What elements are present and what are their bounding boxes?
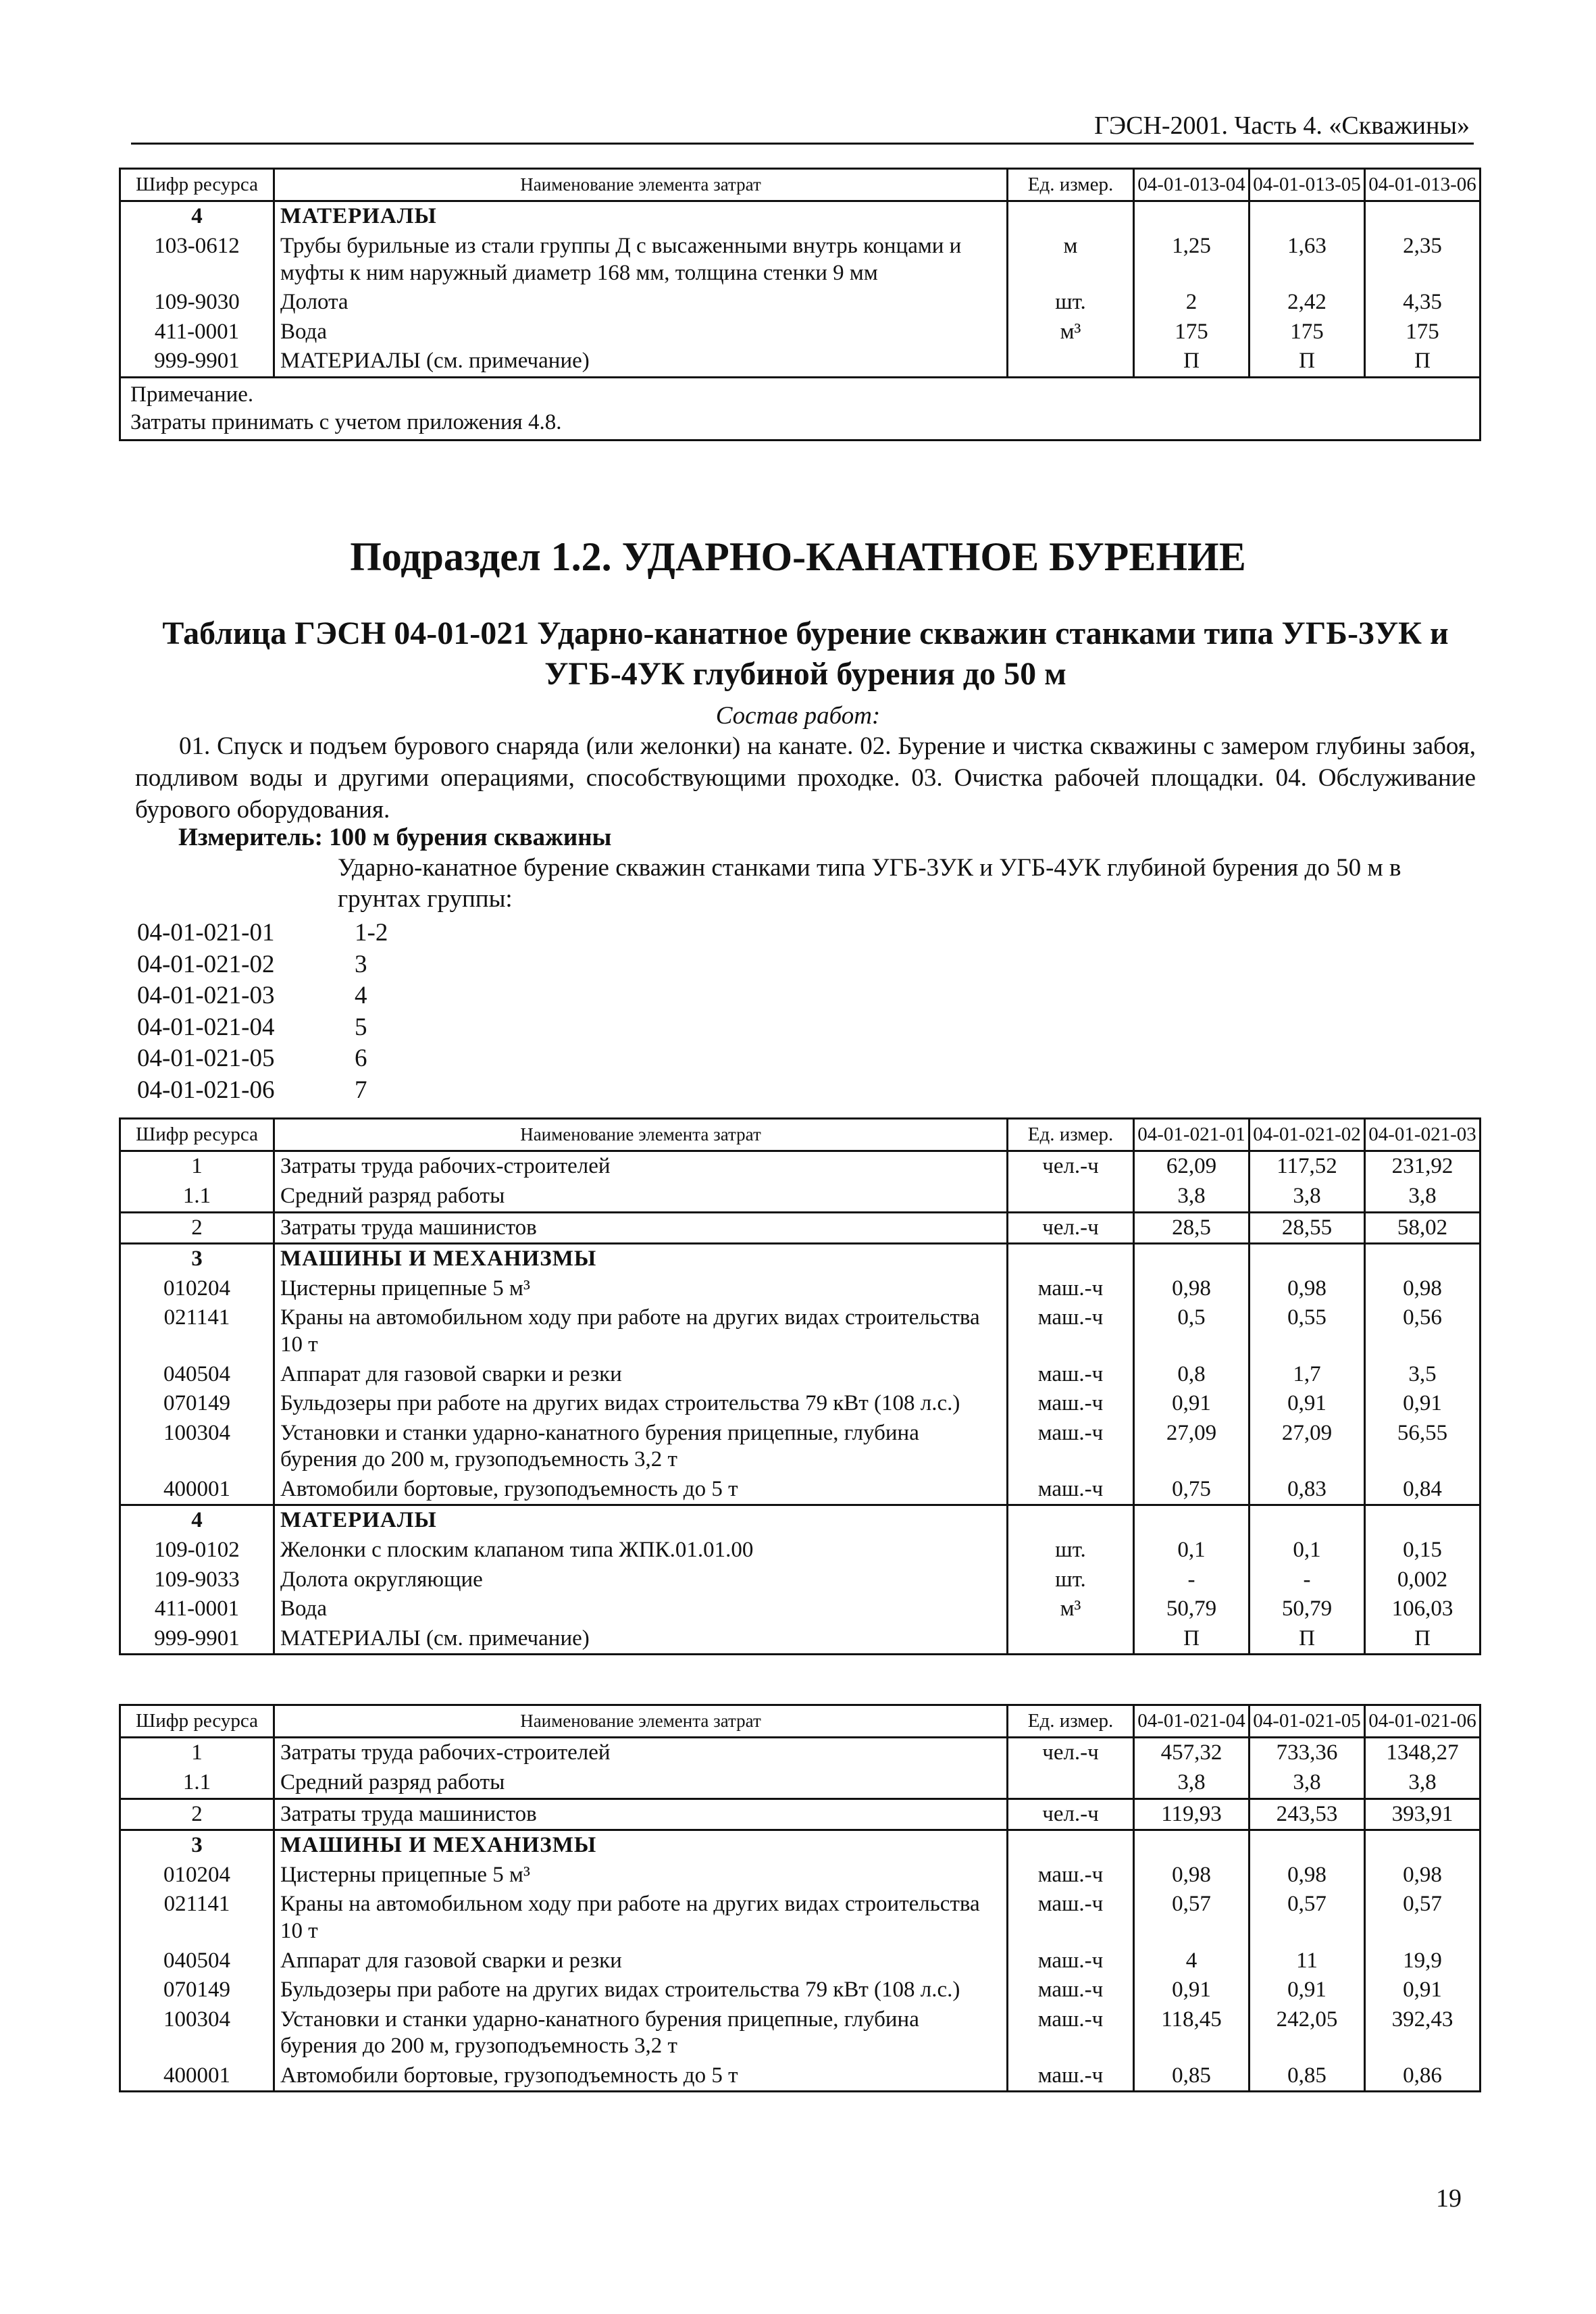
unit-cell: маш.-ч [1008,1475,1134,1505]
resource-name-cell: Затраты труда машинистов [274,1212,1008,1244]
variant-item [137,1043,388,1075]
table-row [120,1389,1481,1419]
table-row [120,318,1481,347]
resource-code-cell: 3 [120,1830,274,1861]
note-row [120,377,1481,441]
value-cell: 0,84 [1365,1475,1481,1505]
resource-code-cell: 100304 [120,1419,274,1475]
value-cell: 242,05 [1250,2005,1365,2061]
value-cell: 2,42 [1250,288,1365,318]
resource-code-cell: 070149 [120,1976,274,2005]
value-cell: 0,57 [1134,1890,1250,1946]
value-cell: 27,09 [1134,1419,1250,1475]
unit-cell: маш.-ч [1008,1976,1134,2005]
variant-item [137,917,388,949]
resource-name-cell: Установки и станки ударно-канатного бурения прицепные, глубина бурения до 200 м, грузоподъемность 3,2 т [274,1419,1008,1475]
value-cell: 0,98 [1134,1274,1250,1304]
section-row [120,1830,1481,1861]
value-cell: 1,63 [1250,232,1365,288]
materials-table-013 [119,168,1481,441]
value-cell [1365,1244,1481,1274]
value-cell: 0,91 [1134,1976,1250,2005]
resource-name-cell: Долота [274,288,1008,318]
unit-cell: маш.-ч [1008,1890,1134,1946]
header-code: Шифр ресурса [120,1119,274,1151]
resource-name-cell: Вода [274,318,1008,347]
table-row [120,1594,1481,1624]
value-cell: 56,55 [1365,1419,1481,1475]
value-cell: 393,91 [1365,1799,1481,1830]
value-cell: 11 [1250,1946,1365,1976]
header-code-1: 04-01-021-04 [1134,1705,1250,1738]
value-cell: 19,9 [1365,1946,1481,1976]
table-row [120,1303,1481,1359]
unit-cell: шт. [1008,1565,1134,1595]
table-row [120,1946,1481,1976]
variant-code: 04-01-021-03 [137,982,275,1009]
resource-code-cell: 400001 [120,2061,274,2092]
value-cell: П [1365,347,1481,377]
header-code-3: 04-01-021-06 [1365,1705,1481,1738]
value-cell: 119,93 [1134,1799,1250,1830]
unit-cell: маш.-ч [1008,1419,1134,1475]
table-row [120,1274,1481,1304]
resource-name-cell: Установки и станки ударно-канатного бурения прицепные, глубина бурения до 200 м, грузоподъемность 3,2 т [274,2005,1008,2061]
value-cell: 28,55 [1250,1212,1365,1244]
variant-group: 5 [355,1013,367,1041]
resource-name-cell: Автомобили бортовые, грузоподъемность до 5 т [274,2061,1008,2092]
variant-group: 3 [355,950,367,978]
value-cell: 3,8 [1250,1182,1365,1212]
unit-cell: шт. [1008,1536,1134,1565]
section-row [120,1505,1481,1536]
value-cell: 231,92 [1365,1151,1481,1182]
value-cell: 0,98 [1250,1861,1365,1890]
unit-cell: шт. [1008,288,1134,318]
unit-cell [1008,1182,1134,1212]
table-body [120,201,1481,378]
value-cell: 392,43 [1365,2005,1481,2061]
table-header-row [120,1705,1481,1738]
variant-item [137,1012,388,1044]
value-cell: 0,57 [1365,1890,1481,1946]
section-row [120,1244,1481,1274]
resource-code-cell: 109-0102 [120,1536,274,1565]
value-cell: 0,98 [1365,1861,1481,1890]
value-cell [1365,1505,1481,1536]
value-cell: П [1365,1624,1481,1655]
resource-name-cell: Краны на автомобильном ходу при работе на других видах строительства 10 т [274,1303,1008,1359]
resource-name-cell: Вода [274,1594,1008,1624]
resource-name-cell: Затраты труда машинистов [274,1799,1008,1830]
table-header-row [120,169,1481,201]
value-cell: 3,8 [1250,1768,1365,1799]
value-cell: 0,8 [1134,1360,1250,1390]
value-cell: 2,35 [1365,232,1481,288]
resource-name-cell: Цистерны прицепные 5 м³ [274,1861,1008,1890]
value-cell: 50,79 [1134,1594,1250,1624]
unit-cell: маш.-ч [1008,1303,1134,1359]
value-cell: 0,91 [1365,1389,1481,1419]
composition-text: 01. Спуск и подъем бурового снаряда (или желонки) на канате. 02. Бурение и чистка скважины с замером глубины забоя, подливом воды и другими операциями, способствующими проходке. 03. Очистка рабочей площадки. 04. Обслуживание бурового оборудования. [135,732,1476,824]
resource-name-cell: МАШИНЫ И МЕХАНИЗМЫ [274,1830,1008,1861]
resource-code-cell: 3 [120,1244,274,1274]
resource-name-cell: Средний разряд работы [274,1768,1008,1799]
resource-code-cell: 2 [120,1799,274,1830]
header-unit: Ед. измер. [1008,169,1134,201]
value-cell: 4 [1134,1946,1250,1976]
unit-cell [1008,1768,1134,1799]
note-title: Примечание. [130,382,254,407]
value-cell [1365,1830,1481,1861]
variant-group: 6 [355,1045,367,1072]
value-cell: 175 [1250,318,1365,347]
header-code-3: 04-01-021-03 [1365,1119,1481,1151]
header-unit: Ед. измер. [1008,1705,1134,1738]
resource-name-cell: Цистерны прицепные 5 м³ [274,1274,1008,1304]
table-body [120,1738,1481,2092]
value-cell: 0,1 [1134,1536,1250,1565]
resource-name-cell: МАШИНЫ И МЕХАНИЗМЫ [274,1244,1008,1274]
value-cell: 175 [1365,318,1481,347]
unit-cell: маш.-ч [1008,2061,1134,2092]
note-cell [120,377,1481,441]
variant-group: 4 [355,982,367,1009]
value-cell: П [1250,1624,1365,1655]
resource-code-cell: 010204 [120,1274,274,1304]
resource-name-cell: Краны на автомобильном ходу при работе на других видах строительства 10 т [274,1890,1008,1946]
table-row [120,1976,1481,2005]
value-cell: 457,32 [1134,1738,1250,1768]
value-cell: 0,98 [1134,1861,1250,1890]
resource-name-cell: Средний разряд работы [274,1182,1008,1212]
unit-cell [1008,201,1134,232]
resource-name-cell: Аппарат для газовой сварки и резки [274,1360,1008,1390]
value-cell: 0,91 [1365,1976,1481,2005]
variant-description: Ударно-канатное бурение скважин станками типа УГБ-3УК и УГБ-4УК глубиной бурения до 50 м в грунтах группы: [338,854,1401,913]
resource-code-cell: 400001 [120,1475,274,1505]
header-code: Шифр ресурса [120,1705,274,1738]
value-cell: П [1134,347,1250,377]
value-cell: 50,79 [1250,1594,1365,1624]
resource-code-cell: 999-9901 [120,1624,274,1655]
header-name: Наименование элемента затрат [274,1119,1008,1151]
resource-name-cell: МАТЕРИАЛЫ [274,201,1008,232]
resource-code-cell: 4 [120,201,274,232]
header-name: Наименование элемента затрат [274,1705,1008,1738]
value-cell: 3,8 [1365,1768,1481,1799]
table-body [120,1151,1481,1655]
unit-cell: чел.-ч [1008,1151,1134,1182]
resource-code-cell: 2 [120,1212,274,1244]
value-cell [1134,1244,1250,1274]
table-row [120,1182,1481,1212]
meter: Измеритель: 100 м бурения скважины [178,824,612,851]
table-row [120,1212,1481,1244]
unit-cell: маш.-ч [1008,1946,1134,1976]
value-cell: 0,1 [1250,1536,1365,1565]
variant-item [137,980,388,1012]
value-cell: 175 [1134,318,1250,347]
value-cell: 0,002 [1365,1565,1481,1595]
resource-name-cell: Аппарат для газовой сварки и резки [274,1946,1008,1976]
value-cell: 3,8 [1365,1182,1481,1212]
unit-cell: м³ [1008,318,1134,347]
value-cell: - [1250,1565,1365,1595]
resource-name-cell: Затраты труда рабочих-строителей [274,1151,1008,1182]
resource-name-cell: Затраты труда рабочих-строителей [274,1738,1008,1768]
header-name: Наименование элемента затрат [274,169,1008,201]
unit-cell: чел.-ч [1008,1738,1134,1768]
value-cell: 0,86 [1365,2061,1481,2092]
variant-item [137,949,388,981]
table-row [120,1890,1481,1946]
value-cell [1134,1505,1250,1536]
variant-code: 04-01-021-06 [137,1076,275,1104]
value-cell: 0,85 [1250,2061,1365,2092]
resource-code-cell: 999-9901 [120,347,274,377]
header-code-2: 04-01-021-05 [1250,1705,1365,1738]
value-cell: 1,7 [1250,1360,1365,1390]
header-code: Шифр ресурса [120,169,274,201]
unit-cell: маш.-ч [1008,1360,1134,1390]
resources-table-021-01-03 [119,1117,1481,1655]
header-code-1: 04-01-021-01 [1134,1119,1250,1151]
resource-code-cell: 411-0001 [120,318,274,347]
resource-name-cell: Бульдозеры при работе на других видах строительства 79 кВт (108 л.с.) [274,1389,1008,1419]
value-cell: 0,85 [1134,2061,1250,2092]
unit-cell: м [1008,232,1134,288]
header-code-2: 04-01-013-05 [1250,169,1365,201]
value-cell: 0,15 [1365,1536,1481,1565]
header-code-3: 04-01-013-06 [1365,169,1481,201]
resource-name-cell: Трубы бурильные из стали группы Д с высаженными внутрь концами и муфты к ним наружный диаметр 168 мм, толщина стенки 9 мм [274,232,1008,288]
value-cell: 0,75 [1134,1475,1250,1505]
resource-code-cell: 109-9033 [120,1565,274,1595]
unit-cell: чел.-ч [1008,1212,1134,1244]
unit-cell: маш.-ч [1008,2005,1134,2061]
resource-code-cell: 4 [120,1505,274,1536]
value-cell: 27,09 [1250,1419,1365,1475]
table-row [120,232,1481,288]
unit-cell [1008,1624,1134,1655]
resource-code-cell: 411-0001 [120,1594,274,1624]
value-cell: 62,09 [1134,1151,1250,1182]
value-cell: 106,03 [1365,1594,1481,1624]
value-cell: 0,83 [1250,1475,1365,1505]
resource-code-cell: 010204 [120,1861,274,1890]
table-row [120,1475,1481,1505]
variant-group: 7 [355,1076,367,1104]
table-header-row [120,1119,1481,1151]
table-row [120,1419,1481,1475]
resource-name-cell: Бульдозеры при работе на других видах строительства 79 кВт (108 л.с.) [274,1976,1008,2005]
resource-name-cell: Желонки с плоским клапаном типа ЖПК.01.01.00 [274,1536,1008,1565]
unit-cell [1008,1244,1134,1274]
composition-label: Состав работ: [715,702,881,730]
resource-code-cell: 040504 [120,1360,274,1390]
table-row [120,2061,1481,2092]
value-cell: 0,5 [1134,1303,1250,1359]
resource-name-cell: МАТЕРИАЛЫ [274,1505,1008,1536]
note-text: Затраты принимать с учетом приложения 4.8. [130,410,562,435]
value-cell: 1,25 [1134,232,1250,288]
value-cell [1250,1505,1365,1536]
value-cell: 243,53 [1250,1799,1365,1830]
value-cell [1134,201,1250,232]
header-code-2: 04-01-021-02 [1250,1119,1365,1151]
value-cell: 28,5 [1134,1212,1250,1244]
value-cell: 3,8 [1134,1182,1250,1212]
value-cell: 0,91 [1134,1389,1250,1419]
variant-code: 04-01-021-01 [137,919,275,947]
unit-cell [1008,1505,1134,1536]
table-row [120,1536,1481,1565]
unit-cell [1008,347,1134,377]
resource-code-cell: 1 [120,1151,274,1182]
resource-code-cell: 109-9030 [120,288,274,318]
value-cell: 1348,27 [1365,1738,1481,1768]
value-cell: 0,55 [1250,1303,1365,1359]
variant-item [137,1075,388,1107]
value-cell: 0,91 [1250,1389,1365,1419]
header-unit: Ед. измер. [1008,1119,1134,1151]
resource-code-cell: 040504 [120,1946,274,1976]
resource-code-cell: 1 [120,1738,274,1768]
variant-code: 04-01-021-02 [137,950,275,978]
value-cell: - [1134,1565,1250,1595]
resources-table-021-04-06 [119,1704,1481,2092]
value-cell: 0,57 [1250,1890,1365,1946]
table-row [120,1151,1481,1182]
value-cell: 118,45 [1134,2005,1250,2061]
variant-list [137,917,388,1106]
value-cell: 0,98 [1250,1274,1365,1304]
value-cell [1365,201,1481,232]
variant-code: 04-01-021-05 [137,1045,275,1072]
value-cell: 733,36 [1250,1738,1365,1768]
resource-name-cell: Автомобили бортовые, грузоподъемность до 5 т [274,1475,1008,1505]
table-row [120,1799,1481,1830]
resource-code-cell: 021141 [120,1890,274,1946]
resource-code-cell: 021141 [120,1303,274,1359]
resource-code-cell: 1.1 [120,1768,274,1799]
variant-code: 04-01-021-04 [137,1013,275,1041]
unit-cell: м³ [1008,1594,1134,1624]
value-cell: 4,35 [1365,288,1481,318]
resource-name-cell: МАТЕРИАЛЫ (см. примечание) [274,1624,1008,1655]
value-cell: 3,8 [1134,1768,1250,1799]
value-cell: 2 [1134,288,1250,318]
unit-cell: маш.-ч [1008,1861,1134,1890]
page-number: 19 [1436,2184,1462,2213]
table-row [120,1738,1481,1768]
resource-name-cell: Долота округляющие [274,1565,1008,1595]
table-row [120,2005,1481,2061]
value-cell: 117,52 [1250,1151,1365,1182]
value-cell: 0,98 [1365,1274,1481,1304]
resource-name-cell: МАТЕРИАЛЫ (см. примечание) [274,347,1008,377]
unit-cell: маш.-ч [1008,1274,1134,1304]
header-code-1: 04-01-013-04 [1134,169,1250,201]
table-title: Таблица ГЭСН 04-01-021 Ударно-канатное бурение скважин станками типа УГБ-3УК и УГБ-4УК глубиной бурения до 50 м [162,615,1449,692]
table-row [120,347,1481,377]
page-header-title: ГЭСН-2001. Часть 4. «Скважины» [1094,111,1470,140]
value-cell [1250,1830,1365,1861]
unit-cell: маш.-ч [1008,1389,1134,1419]
variant-group: 1-2 [355,919,388,947]
page-header [131,108,1474,145]
section-row [120,201,1481,232]
table-row [120,1360,1481,1390]
subsection-title: Подраздел 1.2. УДАРНО-КАНАТНОЕ БУРЕНИЕ [350,534,1246,579]
value-cell: П [1134,1624,1250,1655]
value-cell [1250,201,1365,232]
value-cell: 58,02 [1365,1212,1481,1244]
unit-cell: чел.-ч [1008,1799,1134,1830]
unit-cell [1008,1830,1134,1861]
table-row [120,1565,1481,1595]
resource-code-cell: 070149 [120,1389,274,1419]
table-row [120,1768,1481,1799]
value-cell: 0,56 [1365,1303,1481,1359]
value-cell [1250,1244,1365,1274]
resource-code-cell: 1.1 [120,1182,274,1212]
table-row [120,1861,1481,1890]
table-row [120,288,1481,318]
value-cell: 3,5 [1365,1360,1481,1390]
value-cell [1134,1830,1250,1861]
resource-code-cell: 103-0612 [120,232,274,288]
table-row [120,1624,1481,1655]
resource-code-cell: 100304 [120,2005,274,2061]
value-cell: 0,91 [1250,1976,1365,2005]
value-cell: П [1250,347,1365,377]
